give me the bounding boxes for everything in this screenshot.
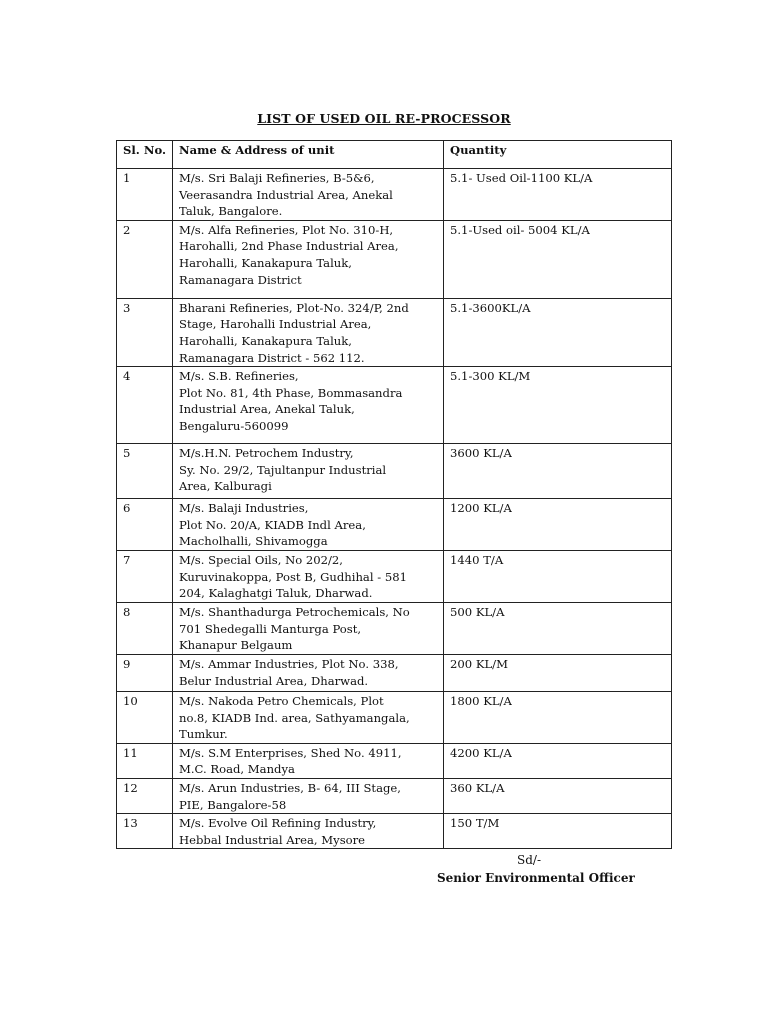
- cell-quantity: 1440 T/A: [444, 551, 672, 603]
- address-line: no.8, KIADB Ind. area, Sathyamangala,: [179, 710, 410, 725]
- address-line: Veerasandra Industrial Area, Anekal: [179, 187, 393, 202]
- address-line: M/s. Ammar Industries, Plot No. 338,: [179, 656, 399, 671]
- address-line: Tumkur.: [179, 727, 228, 742]
- table-row: [117, 743, 672, 778]
- table-row: [117, 691, 672, 743]
- cell-name-address: [173, 743, 444, 778]
- address-line: M.C. Road, Mandya: [179, 762, 295, 777]
- address-line: Plot No. 81, 4th Phase, Bommasandra: [179, 385, 403, 400]
- cell-quantity: 360 KL/A: [444, 778, 672, 813]
- cell-sl-no: 10: [117, 691, 173, 743]
- table-row: [117, 220, 672, 298]
- cell-sl-no: 11: [117, 743, 173, 778]
- cell-name-address: [173, 691, 444, 743]
- cell-quantity: 500 KL/A: [444, 603, 672, 655]
- cell-quantity: 150 T/M: [444, 814, 672, 849]
- address-line: Ramanagara District - 562 112.: [179, 350, 365, 365]
- address-line: Bengaluru-560099: [179, 418, 289, 433]
- address-line: M/s. Nakoda Petro Chemicals, Plot: [179, 693, 384, 708]
- address-line: M/s. Shanthadurga Petrochemicals, No: [179, 605, 410, 620]
- address-line: M/s. Special Oils, No 202/2,: [179, 553, 343, 568]
- cell-name-address: [173, 654, 444, 691]
- cell-sl-no: 4: [117, 367, 173, 444]
- cell-sl-no: 13: [117, 814, 173, 849]
- address-line: Harohalli, Kanakapura Taluk,: [179, 255, 352, 270]
- address-line: M/s. Evolve Oil Refining Industry,: [179, 816, 377, 831]
- address-line: M/s. Sri Balaji Refineries, B-5&6,: [179, 171, 375, 185]
- cell-sl-no: 12: [117, 778, 173, 813]
- cell-name-address: [173, 298, 444, 366]
- address-line: 701 Shedegalli Manturga Post,: [179, 621, 362, 636]
- table-row: [117, 654, 672, 691]
- address-line: Macholhalli, Shivamogga: [179, 534, 328, 549]
- signatory-designation: Senior Environmental Officer: [437, 871, 635, 885]
- cell-quantity: 1200 KL/A: [444, 499, 672, 551]
- cell-name-address: [173, 814, 444, 849]
- table-row: [117, 367, 672, 444]
- table-header-row: [117, 141, 672, 169]
- table-row: [117, 603, 672, 655]
- cell-quantity: 5.1-Used oil- 5004 KL/A: [444, 220, 672, 298]
- cell-sl-no: 3: [117, 298, 173, 366]
- address-line: Stage, Harohalli Industrial Area,: [179, 317, 372, 332]
- address-line: Area, Kalburagi: [179, 479, 272, 494]
- table-row: [117, 814, 672, 849]
- address-line: Belur Industrial Area, Dharwad.: [179, 673, 369, 688]
- cell-sl-no: 7: [117, 551, 173, 603]
- address-line: Harohalli, Kanakapura Taluk,: [179, 333, 352, 348]
- cell-sl-no: 6: [117, 499, 173, 551]
- address-line: 204, Kalaghatgi Taluk, Dharwad.: [179, 586, 373, 601]
- cell-quantity: 1800 KL/A: [444, 691, 672, 743]
- table-row: [117, 778, 672, 813]
- address-line: Harohalli, 2nd Phase Industrial Area,: [179, 239, 399, 254]
- header-sl-no: Sl. No.: [117, 141, 173, 169]
- signature-sd: Sd/-: [517, 853, 541, 867]
- address-line: Sy. No. 29/2, Tajultanpur Industrial: [179, 462, 387, 477]
- address-line: M/s. S.B. Refineries,: [179, 369, 299, 384]
- cell-name-address: [173, 603, 444, 655]
- cell-quantity: 5.1-300 KL/M: [444, 367, 672, 444]
- table-row: [117, 298, 672, 366]
- address-line: M/s. Balaji Industries,: [179, 501, 309, 516]
- address-line: M/s. Alfa Refineries, Plot No. 310-H,: [179, 222, 394, 237]
- address-line: Plot No. 20/A, KIADB Indl Area,: [179, 517, 366, 532]
- address-line: Bharani Refineries, Plot-No. 324/P, 2nd: [179, 300, 409, 315]
- cell-name-address: [173, 551, 444, 603]
- cell-sl-no: 1: [117, 169, 173, 221]
- cell-sl-no: 5: [117, 444, 173, 499]
- reprocessor-table: [116, 140, 672, 849]
- cell-quantity: 5.1- Used Oil-1100 KL/A: [444, 169, 672, 221]
- table-row: [117, 551, 672, 603]
- cell-name-address: [173, 778, 444, 813]
- cell-sl-no: 9: [117, 654, 173, 691]
- cell-name-address: [173, 367, 444, 444]
- cell-quantity: 200 KL/M: [444, 654, 672, 691]
- address-line: Hebbal Industrial Area, Mysore: [179, 832, 366, 847]
- address-line: M/s. S.M Enterprises, Shed No. 4911,: [179, 745, 402, 760]
- table-row: [117, 169, 672, 221]
- cell-name-address: [173, 169, 444, 221]
- cell-sl-no: 8: [117, 603, 173, 655]
- address-line: Ramanagara District: [179, 272, 302, 287]
- cell-quantity: 3600 KL/A: [444, 444, 672, 499]
- address-line: Industrial Area, Anekal Taluk,: [179, 402, 355, 417]
- address-line: M/s. Arun Industries, B- 64, III Stage,: [179, 780, 401, 795]
- header-quantity: Quantity: [444, 141, 672, 169]
- table-row: [117, 444, 672, 499]
- cell-quantity: 5.1-3600KL/A: [444, 298, 672, 366]
- cell-sl-no: 2: [117, 220, 173, 298]
- address-line: PIE, Bangalore-58: [179, 797, 287, 812]
- cell-name-address: [173, 220, 444, 298]
- cell-name-address: [173, 444, 444, 499]
- address-line: Taluk, Bangalore.: [179, 204, 283, 219]
- table-row: [117, 499, 672, 551]
- header-name-address: Name & Address of unit: [173, 141, 444, 169]
- cell-name-address: [173, 499, 444, 551]
- cell-quantity: 4200 KL/A: [444, 743, 672, 778]
- address-line: Kuruvinakoppa, Post B, Gudhihal - 581: [179, 569, 407, 584]
- page-title: LIST OF USED OIL RE-PROCESSOR: [257, 111, 511, 126]
- address-line: M/s.H.N. Petrochem Industry,: [179, 446, 354, 461]
- address-line: Khanapur Belgaum: [179, 638, 293, 653]
